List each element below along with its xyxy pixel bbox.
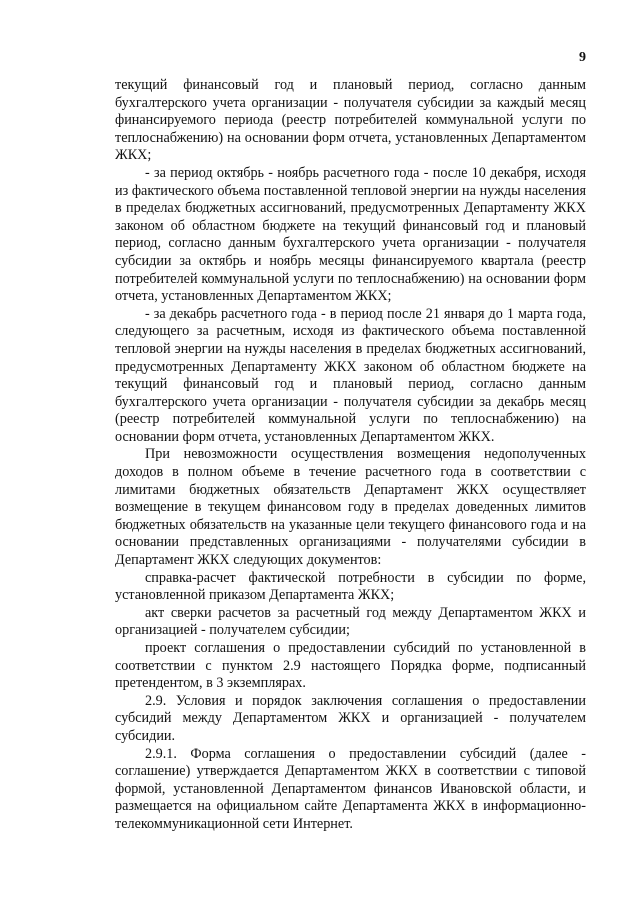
page-number: 9 (579, 50, 586, 65)
paragraph-agreement-draft: проект соглашения о предоставлении субсидий по установленной в соответствии с пунктом 2.9 настоящего Порядка форме, подписанный претендентом, в 3 экземплярах. (115, 640, 586, 692)
paragraph-section-2-9-1: 2.9.1. Форма соглашения о предоставлении субсидий (далее - соглашение) утверждается Департаментом ЖКХ в соответствии с типовой формой, установленной Департаментом финансов Ивановской области, и размещается на официальном сайте Департамента ЖКХ в информационно-телекоммуникационной сети Интернет. (115, 745, 586, 832)
paragraph-continuation: текущий финансовый год и плановый период, согласно данным бухгалтерского учета организации - получателя субсидии за каждый месяц финансируемого периода (реестр потребителей коммунальной услуги по теплоснабжению) на основании форм отчета, установленных Департаментом ЖКХ; (115, 77, 586, 164)
paragraph-impossibility: При невозможности осуществления возмещения недополученных доходов в полном объеме в течение расчетного года в соответствии с лимитами бюджетных обязательств Департамент ЖКХ осуществляет возмещение в текущем финансовом году в пределах доведенных лимитов бюджетных обязательств на указанные цели текущего финансового года и на основании представленных организациями - получателями субсидии в Департамент ЖКХ следующих документов: (115, 446, 586, 569)
paragraph-october-november: - за период октябрь - ноябрь расчетного года - после 10 декабря, исходя из фактического объема поставленной тепловой энергии на нужды населения в пределах бюджетных ассигнований, предусмотренных Департаменту ЖКХ законом об областном бюджете на текущий финансовый год и плановый период, согласно данным бухгалтерского учета организации - получателя субсидии за октябрь и ноябрь месяцы финансируемого квартала (реестр потребителей коммунальной услуги по теплоснабжению) на основании форм отчета, установленных Департаментом ЖКХ; (115, 164, 586, 305)
paragraph-section-2-9: 2.9. Условия и порядок заключения соглашения о предоставлении субсидий между Департаментом ЖКХ и организацией - получателем субсидии. (115, 692, 586, 744)
paragraph-december: - за декабрь расчетного года - в период после 21 января до 1 марта года, следующего за расчетным, исходя из фактического объема поставленной тепловой энергии на нужды населения в пределах бюджетных ассигнований, предусмотренных Департаменту ЖКХ законом об областном бюджете на текущий финансовый год и плановый период, согласно данным бухгалтерского учета организации - получателя субсидии за декабрь месяц (реестр потребителей коммунальной услуги по теплоснабжению) на основании форм отчета, установленных Департаментом ЖКХ. (115, 305, 586, 445)
document-body (115, 77, 586, 834)
paragraph-reconciliation-act: акт сверки расчетов за расчетный год между Департаментом ЖКХ и организацией - получателем субсидии; (115, 604, 586, 639)
paragraph-calculation-certificate: справка-расчет фактической потребности в субсидии по форме, установленной приказом Департамента ЖКХ; (115, 569, 586, 604)
